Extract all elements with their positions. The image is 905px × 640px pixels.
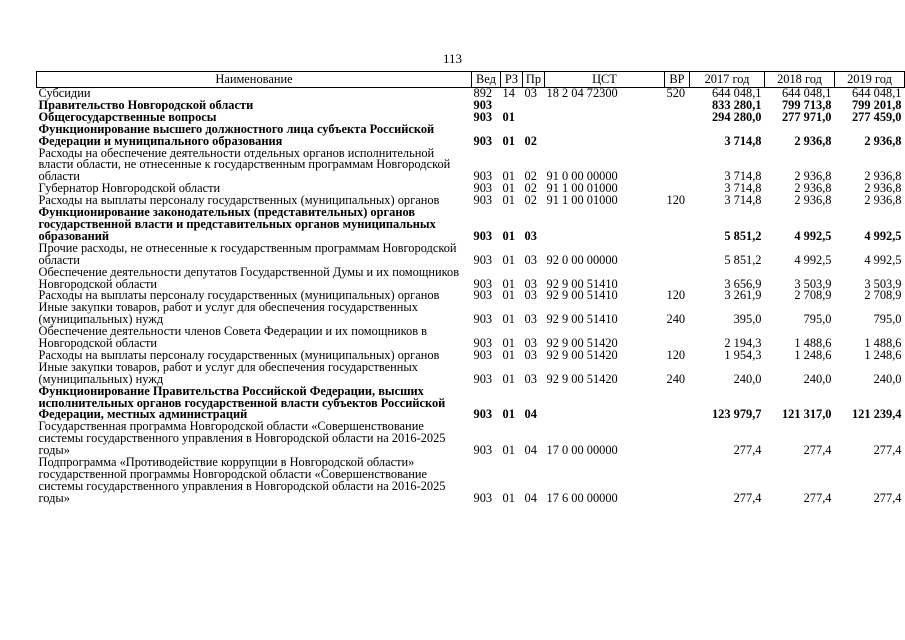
cell-vr bbox=[665, 386, 690, 422]
cell-2018: 1 488,6 bbox=[794, 336, 832, 351]
cell-vr: 120 bbox=[666, 347, 686, 362]
cell-vr bbox=[665, 100, 690, 112]
header-2019: 2019 год bbox=[835, 72, 905, 88]
header-name: Наименование bbox=[37, 72, 472, 88]
table-body bbox=[37, 88, 905, 505]
cell-vr: 120 bbox=[666, 288, 686, 303]
cell-pr: 04 bbox=[524, 443, 537, 458]
cell-name: Функционирование законодательных (представительных) органов государственной власти и представительных органов муниципальных образований bbox=[38, 205, 436, 243]
cell-vr: 240 bbox=[666, 312, 686, 327]
cell-pr: 04 bbox=[524, 407, 537, 422]
cell-cst: 18 2 04 72300 bbox=[546, 86, 618, 100]
header-2018: 2018 год bbox=[765, 72, 835, 88]
cell-cst: 92 9 00 51420 bbox=[546, 336, 618, 351]
header-rz: РЗ bbox=[501, 72, 523, 88]
cell-2019: 4 992,5 bbox=[864, 252, 902, 267]
table-row bbox=[37, 207, 905, 243]
budget-table bbox=[36, 71, 905, 505]
header-ved: Вед bbox=[472, 72, 501, 88]
cell-ved: 903 bbox=[473, 169, 493, 184]
cell-pr: 02 bbox=[524, 181, 537, 196]
table-row bbox=[37, 243, 905, 267]
cell-rz: 01 bbox=[502, 288, 515, 303]
cell-pr: 03 bbox=[524, 252, 537, 267]
cell-pr: 02 bbox=[524, 133, 537, 148]
cell-ved: 903 bbox=[473, 109, 493, 124]
cell-cst bbox=[545, 124, 665, 148]
cell-name: Расходы на выплаты персоналу государственных (муниципальных) органов bbox=[38, 288, 440, 303]
cell-cst: 92 9 00 51410 bbox=[546, 312, 618, 327]
cell-2019: 277,4 bbox=[873, 443, 902, 458]
cell-rz: 01 bbox=[502, 490, 515, 505]
cell-2018: 2 708,9 bbox=[794, 288, 832, 303]
cell-ved: 903 bbox=[473, 443, 493, 458]
cell-name: Обеспечение деятельности членов Совета Федерации и их помощников в Новгородской области bbox=[38, 324, 428, 351]
cell-pr: 03 bbox=[524, 312, 537, 327]
cell-rz: 01 bbox=[502, 133, 515, 148]
cell-vr bbox=[665, 124, 690, 148]
cell-cst: 17 0 00 00000 bbox=[546, 443, 618, 458]
cell-2018: 2 936,8 bbox=[794, 169, 832, 184]
table-header-row bbox=[37, 72, 905, 88]
cell-cst bbox=[545, 386, 665, 422]
cell-2018: 121 317,0 bbox=[781, 407, 832, 422]
cell-ved: 903 bbox=[473, 407, 493, 422]
cell-ved: 903 bbox=[473, 288, 493, 303]
cell-rz: 01 bbox=[502, 347, 515, 362]
cell-rz: 01 bbox=[502, 252, 515, 267]
cell-name: Функционирование Правительства Российской Федерации, высших исполнительных органов государственной власти субъектов Российской Федерации, местных администраций bbox=[38, 383, 446, 422]
cell-name: Расходы на выплаты персоналу государственных (муниципальных) органов bbox=[38, 347, 440, 362]
cell-2017: 395,0 bbox=[733, 312, 762, 327]
cell-vr bbox=[665, 326, 690, 350]
cell-2019: 644 048,1 bbox=[851, 86, 902, 100]
cell-ved: 892 bbox=[473, 86, 493, 100]
cell-2017: 123 979,7 bbox=[711, 407, 762, 422]
cell-cst bbox=[545, 207, 665, 243]
table-row bbox=[37, 421, 905, 457]
cell-name: Общегосударственные вопросы bbox=[38, 109, 217, 124]
cell-ved: 903 bbox=[473, 252, 493, 267]
cell-vr bbox=[665, 457, 690, 505]
cell-2017: 3 656,9 bbox=[724, 276, 762, 291]
cell-2019: 277,4 bbox=[873, 490, 902, 505]
cell-name: Субсидии bbox=[38, 86, 91, 100]
cell-rz: 01 bbox=[502, 109, 515, 124]
cell-name: Прочие расходы, не отнесенные к государственным программам Новгородской области bbox=[38, 240, 457, 267]
cell-2017: 277,4 bbox=[733, 490, 762, 505]
cell-2019: 4 992,5 bbox=[864, 228, 902, 243]
cell-2019: 121 239,4 bbox=[851, 407, 902, 422]
cell-2019: 799 201,8 bbox=[851, 97, 902, 112]
cell-ved: 903 bbox=[473, 228, 493, 243]
cell-ved: 903 bbox=[473, 97, 493, 112]
cell-2018: 277 971,0 bbox=[781, 109, 832, 124]
cell-vr: 520 bbox=[666, 86, 686, 100]
cell-2017: 3 714,8 bbox=[724, 181, 762, 196]
cell-pr: 03 bbox=[524, 86, 537, 100]
cell-rz: 14 bbox=[502, 86, 515, 100]
cell-cst: 92 9 00 51420 bbox=[546, 347, 618, 362]
cell-cst: 91 0 00 00000 bbox=[546, 169, 618, 184]
table-row bbox=[37, 302, 905, 326]
cell-vr bbox=[665, 112, 690, 124]
cell-name: Губернатор Новгородской области bbox=[38, 181, 221, 196]
cell-ved: 903 bbox=[473, 312, 493, 327]
cell-ved: 903 bbox=[473, 276, 493, 291]
cell-ved: 903 bbox=[473, 371, 493, 386]
cell-2018: 2 936,8 bbox=[794, 193, 832, 208]
table-row bbox=[37, 124, 905, 148]
cell-pr: 03 bbox=[524, 276, 537, 291]
cell-2019: 240,0 bbox=[873, 371, 902, 386]
cell-ved: 903 bbox=[473, 490, 493, 505]
cell-cst: 91 1 00 01000 bbox=[546, 181, 618, 196]
cell-cst: 92 9 00 51420 bbox=[546, 371, 618, 386]
cell-2017: 3 714,8 bbox=[724, 193, 762, 208]
cell-vr bbox=[665, 421, 690, 457]
cell-2017: 277,4 bbox=[733, 443, 762, 458]
cell-vr bbox=[665, 148, 690, 184]
cell-rz: 01 bbox=[502, 193, 515, 208]
table-row bbox=[37, 326, 905, 350]
cell-2018: 799 713,8 bbox=[781, 97, 832, 112]
cell-cst: 92 9 00 51410 bbox=[546, 288, 618, 303]
header-2017: 2017 год bbox=[690, 72, 765, 88]
cell-ved: 903 bbox=[473, 193, 493, 208]
cell-2018: 1 248,6 bbox=[794, 347, 832, 362]
cell-ved: 903 bbox=[473, 336, 493, 351]
cell-pr: 03 bbox=[524, 371, 537, 386]
cell-2018: 2 936,8 bbox=[794, 133, 832, 148]
cell-2019: 3 503,9 bbox=[864, 276, 902, 291]
cell-rz: 01 bbox=[502, 443, 515, 458]
table-row bbox=[37, 386, 905, 422]
cell-2017: 5 851,2 bbox=[724, 252, 762, 267]
cell-pr: 04 bbox=[524, 490, 537, 505]
cell-vr: 240 bbox=[666, 371, 686, 386]
cell-pr: 03 bbox=[524, 288, 537, 303]
cell-2018: 277,4 bbox=[803, 443, 832, 458]
cell-2019: 2 936,8 bbox=[864, 133, 902, 148]
cell-rz: 01 bbox=[502, 371, 515, 386]
cell-name: Подпрограмма «Противодействие коррупции в Новгородской области» государственной программы Новгородской области «Совершенствование системы государственного управления в Новгородской области на 2016-2025 годы» bbox=[38, 455, 446, 505]
cell-2018: 277,4 bbox=[803, 490, 832, 505]
cell-2019: 2 936,8 bbox=[864, 181, 902, 196]
cell-2018: 4 992,5 bbox=[794, 252, 832, 267]
cell-vr bbox=[665, 243, 690, 267]
cell-2017: 3 261,9 bbox=[724, 288, 762, 303]
cell-vr bbox=[665, 267, 690, 291]
cell-cst: 92 9 00 51410 bbox=[546, 276, 618, 291]
cell-2019: 2 936,8 bbox=[864, 193, 902, 208]
cell-cst: 91 1 00 01000 bbox=[546, 193, 618, 208]
cell-2019: 795,0 bbox=[873, 312, 902, 327]
table-row bbox=[37, 362, 905, 386]
cell-name: Расходы на выплаты персоналу государственных (муниципальных) органов bbox=[38, 193, 440, 208]
cell-rz: 01 bbox=[502, 407, 515, 422]
cell-rz: 01 bbox=[502, 312, 515, 327]
cell-2017: 1 954,3 bbox=[724, 347, 762, 362]
cell-2018: 795,0 bbox=[803, 312, 832, 327]
table-row bbox=[37, 267, 905, 291]
cell-ved: 903 bbox=[473, 347, 493, 362]
cell-2018: 2 936,8 bbox=[794, 181, 832, 196]
cell-2018: 644 048,1 bbox=[781, 86, 832, 100]
cell-pr: 03 bbox=[524, 336, 537, 351]
cell-name: Государственная программа Новгородской области «Совершенствование системы государственного управления в Новгородской области на 2016-2025 годы» bbox=[38, 419, 446, 458]
cell-2017: 2 194,3 bbox=[724, 336, 762, 351]
cell-pr: 02 bbox=[524, 193, 537, 208]
cell-ved: 903 bbox=[473, 181, 493, 196]
cell-vr bbox=[665, 207, 690, 243]
cell-name: Иные закупки товаров, работ и услуг для обеспечения государственных (муниципальных) нужд bbox=[38, 300, 418, 327]
cell-cst: 17 6 00 00000 bbox=[546, 490, 618, 505]
cell-ved: 903 bbox=[473, 133, 493, 148]
cell-2019: 277 459,0 bbox=[851, 109, 902, 124]
cell-rz: 01 bbox=[502, 276, 515, 291]
cell-cst bbox=[545, 100, 665, 112]
cell-2018: 240,0 bbox=[803, 371, 832, 386]
cell-name: Правительство Новгородской области bbox=[38, 97, 254, 112]
header-vr: ВР bbox=[665, 72, 690, 88]
cell-2018: 4 992,5 bbox=[794, 228, 832, 243]
cell-2019: 2 936,8 bbox=[864, 169, 902, 184]
cell-rz: 01 bbox=[502, 228, 515, 243]
cell-2017: 5 851,2 bbox=[724, 228, 762, 243]
cell-cst bbox=[545, 112, 665, 124]
header-cst: ЦСТ bbox=[545, 72, 665, 88]
cell-rz: 01 bbox=[502, 169, 515, 184]
cell-cst: 92 0 00 00000 bbox=[546, 252, 618, 267]
cell-2017: 644 048,1 bbox=[711, 86, 762, 100]
cell-2017: 294 280,0 bbox=[711, 109, 762, 124]
cell-name: Обеспечение деятельности депутатов Государственной Думы и их помощников Новгородской области bbox=[38, 264, 460, 291]
header-pr: Пр bbox=[523, 72, 545, 88]
cell-rz: 01 bbox=[502, 181, 515, 196]
cell-2017: 3 714,8 bbox=[724, 169, 762, 184]
cell-rz: 01 bbox=[502, 336, 515, 351]
cell-2017: 3 714,8 bbox=[724, 133, 762, 148]
table-row bbox=[37, 148, 905, 184]
cell-pr: 03 bbox=[524, 347, 537, 362]
cell-2018: 3 503,9 bbox=[794, 276, 832, 291]
cell-name: Иные закупки товаров, работ и услуг для обеспечения государственных (муниципальных) нужд bbox=[38, 359, 418, 386]
cell-vr: 120 bbox=[666, 193, 686, 208]
cell-2019: 1 488,6 bbox=[864, 336, 902, 351]
page-number: 113 bbox=[442, 51, 463, 66]
cell-pr: 02 bbox=[524, 169, 537, 184]
table-row bbox=[37, 457, 905, 505]
cell-pr: 03 bbox=[524, 228, 537, 243]
cell-2019: 2 708,9 bbox=[864, 288, 902, 303]
cell-2017: 240,0 bbox=[733, 371, 762, 386]
cell-pr bbox=[523, 100, 545, 112]
cell-2017: 833 280,1 bbox=[711, 97, 762, 112]
cell-name: Функционирование высшего должностного лица субъекта Российской Федерации и муниципального образования bbox=[38, 121, 435, 148]
cell-pr bbox=[523, 112, 545, 124]
cell-name: Расходы на обеспечение деятельности отдельных органов исполнительной власти области, не отнесенные к государственным программам Новгородской области bbox=[38, 145, 451, 184]
cell-2019: 1 248,6 bbox=[864, 347, 902, 362]
